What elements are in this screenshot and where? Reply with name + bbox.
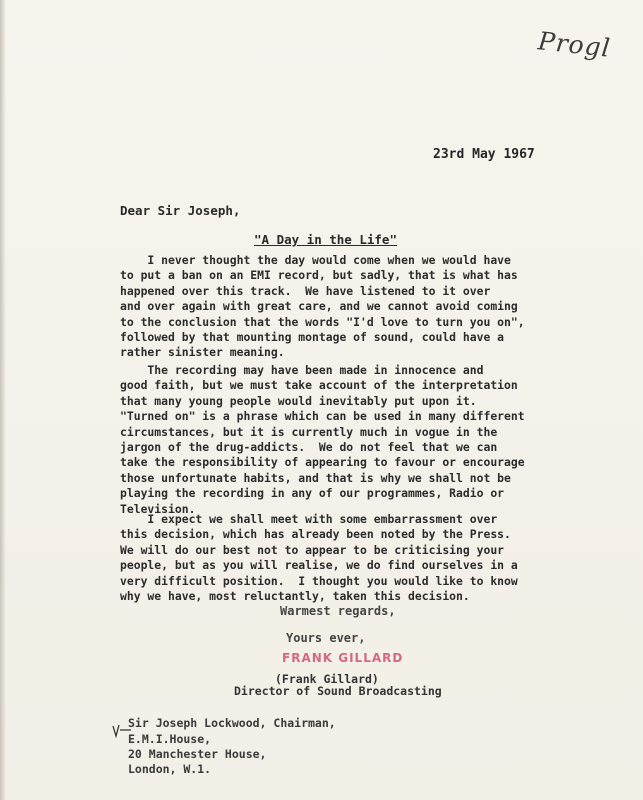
paragraph-line: and over again with great care, and we cannot avoid coming [120,299,518,314]
paragraph-1 [120,253,532,361]
paragraph-line: "Turned on" is a phrase which can be used in many different [120,409,525,424]
paragraph-line: The recording may have been made in innocence and [120,363,484,377]
paragraph-2 [120,363,532,517]
paragraph-3 [120,512,532,604]
paragraph-line: Television. [120,501,196,516]
address-line: E.M.I.House, [128,732,212,746]
signer-title: Director of Sound Broadcasting [234,684,442,698]
paragraph-line: take the responsibility of appearing to favour or encourage [120,455,525,470]
paragraph-line: to put a ban on an EMI record, but sadly, that is what has [120,268,518,283]
signer-name: (Frank Gillard) [275,672,379,686]
paragraph-line: that many young people would inevitably put upon it. [120,393,477,408]
paragraph-line: people, but as you will realise, we do find ourselves in a [120,558,518,573]
letter-date: 23rd May 1967 [433,147,535,162]
paragraph-line: rather sinister meaning. [120,345,285,360]
address-line: 20 Manchester House, [128,747,267,761]
paragraph-line: this decision, which has already been noted by the Press. [120,527,511,542]
closing-line: Warmest regards, [280,604,396,618]
paragraph-line: followed by that mounting montage of sound, could have a [120,330,505,345]
paragraph-line: those unfortunate habits, and that is why we shall not be [120,470,511,485]
paragraph-line: to the conclusion that the words "I'd love to turn you on", [120,314,525,329]
paragraph-line: very difficult position. I thought you would like to know [120,573,518,588]
handwritten-note: Progl [536,26,613,63]
paragraph-line: playing the recording in any of our programmes, Radio or [120,486,505,501]
valediction: Yours ever, [286,631,366,645]
paragraph-line: happened over this track. We have listened to it over [120,283,491,298]
paragraph-line: good faith, but we must take account of the interpretation [120,378,518,393]
address-line: London, W.1. [128,762,212,776]
signature-stamp: FRANK GILLARD [282,651,404,665]
paragraph-line: I never thought the day would come when we would have [120,253,511,267]
salutation: Dear Sir Joseph, [120,203,241,218]
page-edge-shadow [0,0,6,800]
address-line: Sir Joseph Lockwood, Chairman, [128,716,336,730]
subject-line: "A Day in the Life" [254,232,397,247]
paragraph-line: We will do our best not to appear to be criticising your [120,542,505,557]
paragraph-line: why we have, most reluctantly, taken this decision. [120,589,470,604]
paragraph-line: I expect we shall meet with some embarrassment over [120,512,498,526]
paragraph-line: circumstances, but it is currently much in vogue in the [120,424,498,439]
paragraph-line: jargon of the drug-addicts. We do not feel that we can [120,440,498,455]
